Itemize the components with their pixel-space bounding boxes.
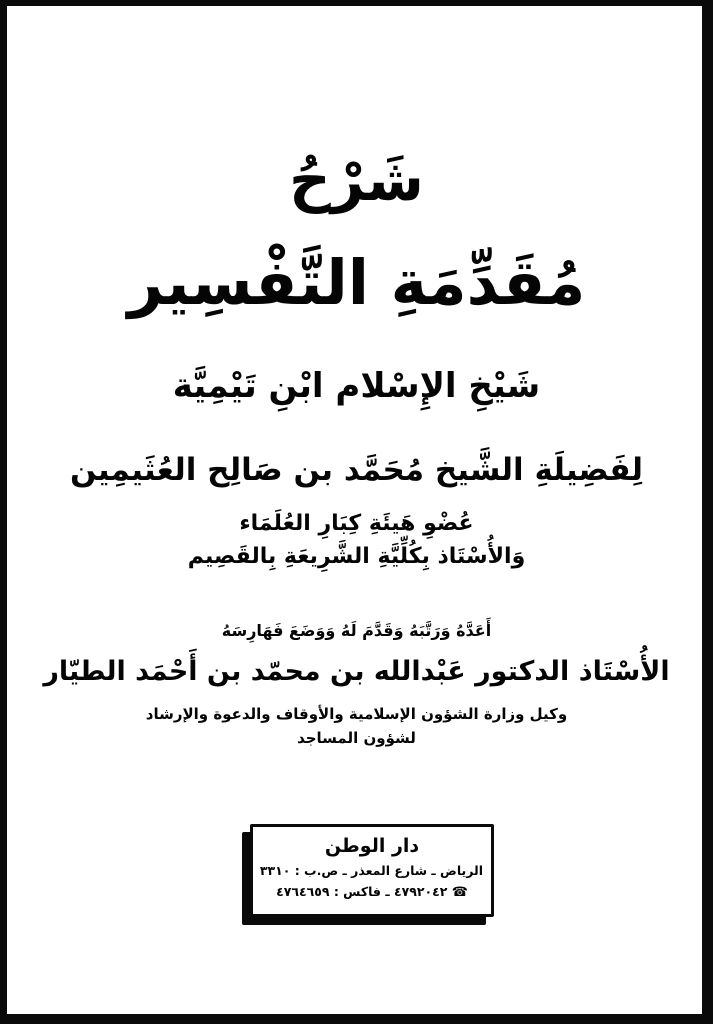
editor-credit-line: أَعَدَّهُ وَرَتَّبَهُ وَقَدَّمَ لَهُ وَوَضَعَ فَهَارِسَهُ bbox=[221, 621, 492, 640]
publisher-phone-line bbox=[261, 881, 483, 905]
publisher-address: الرياض ـ شارع المعذر ـ ص.ب : ٣٣١٠ bbox=[259, 862, 483, 878]
editor-name: الأُسْتَاذ الدكتور عَبْدالله بن محمّد بن أَحْمَد الطيّار bbox=[43, 656, 670, 687]
title-word-sharh: شَرْحُ bbox=[289, 146, 424, 214]
original-author-name: شَيْخِ الإِسْلام ابْنِ تَيْمِيَّة bbox=[172, 366, 541, 406]
publisher-name: دار الوطن bbox=[324, 835, 420, 857]
editor-title-ministry: وكيل وزارة الشؤون الإسلامية والأوقاف والدعوة والإرشاد bbox=[145, 705, 568, 723]
book-main-title: مُقَدِّمَةِ التَّفْسِير bbox=[127, 246, 586, 319]
publisher-box bbox=[250, 824, 494, 917]
editor-title-mosque-affairs: لشؤون المساجد bbox=[297, 729, 416, 747]
publisher-phone-numbers: ٤٧٩٢٠٤٢ ـ فاكس : ٤٧٦٤٦٥٩ bbox=[276, 884, 448, 900]
commentator-title-professor: وَالأُسْتَاذ بِكُلِّيَّةِ الشَّرِيعَةِ بِالقَصِيم bbox=[187, 544, 526, 569]
telephone-icon: ☎ bbox=[451, 885, 468, 901]
commentator-title-scholars-council: عُضْوِ هَيئَةِ كِبَارِ العُلَمَاء bbox=[239, 511, 474, 536]
commentator-name: لِفَضِيلَةِ الشَّيخ مُحَمَّد بن صَالِح العُثَيمِين bbox=[69, 452, 644, 488]
